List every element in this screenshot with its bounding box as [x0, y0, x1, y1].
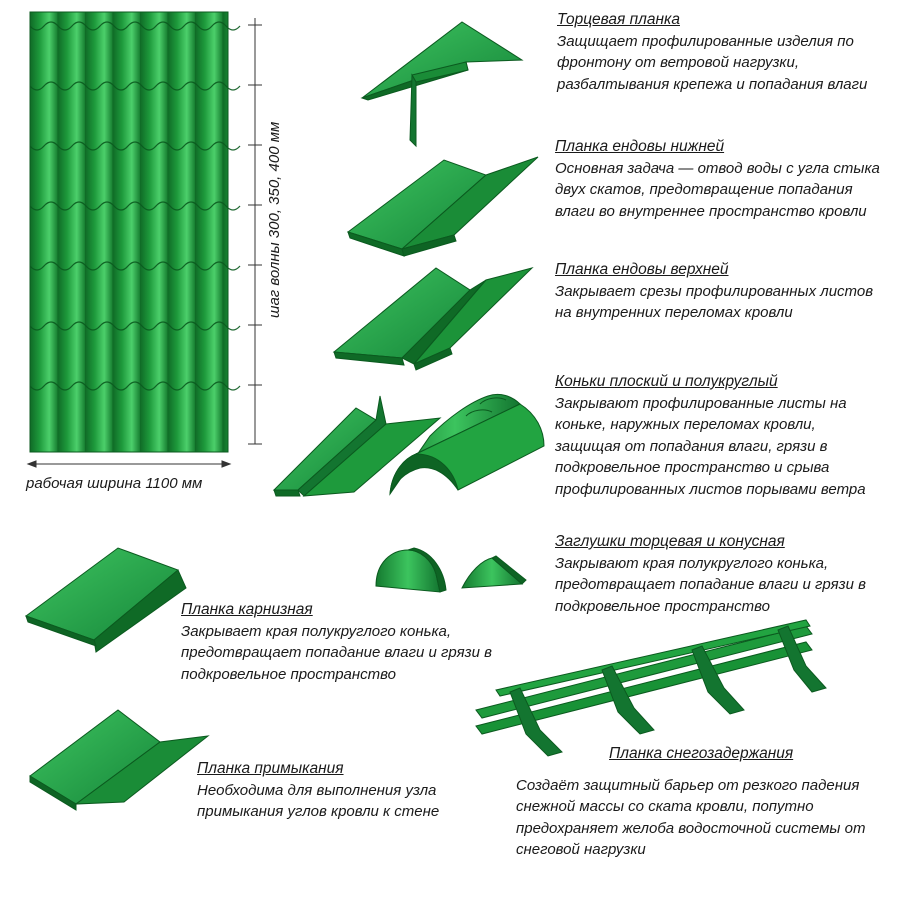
item-title: Торцевая планка [557, 11, 680, 28]
item-lower-valley-trim [555, 136, 885, 222]
item-title: Планка ендовы нижней [555, 138, 725, 155]
round-ridge-figure [390, 394, 544, 494]
item-eaves-trim [181, 599, 526, 685]
item-description: Защищает профилированные изделия по фронтону от ветровой нагрузки, разбалтывания крепежа и попадания влаги [557, 32, 868, 93]
item-description: Закрывает края полукруглого конька, предотвращает попадание влаги и грязи в подкровельное пространство [181, 622, 492, 683]
upper-valley-trim-figure [334, 268, 532, 370]
item-snow-guard [516, 743, 891, 861]
abutment-trim-figure [30, 710, 208, 810]
flat-ridge-figure [274, 396, 440, 496]
item-title: Планка примыкания [197, 760, 344, 777]
lower-valley-trim-figure [348, 157, 538, 256]
gable-trim-figure [362, 22, 522, 146]
item-title: Заглушки торцевая и конусная [555, 533, 785, 550]
item-description: Основная задача — отвод воды с угла стыка двух скатов, предотвращение попадания влаги во внутреннее пространство кровли [555, 159, 880, 220]
item-title: Планка снегозадержания [609, 745, 794, 762]
working-width-label: рабочая ширина 1100 мм [26, 475, 203, 492]
working-width-dimension [28, 461, 230, 467]
end-caps-figure [376, 548, 526, 592]
item-description: Необходима для выполнения узла примыкания углов кровли к стене [197, 781, 440, 820]
item-description: Закрывает срезы профилированных листов на внутренних переломах кровли [555, 282, 874, 321]
item-title: Планка ендовы верхней [555, 261, 729, 278]
metal-tile-sheet [30, 12, 240, 452]
item-end-caps [555, 531, 885, 617]
item-description: Закрывают края полукруглого конька, предотвращает попадание влаги и грязи в подкровельное пространство [555, 554, 866, 615]
item-description: Закрывают профилированные листы на коньке, наружных переломах кровли, защищая от попадания влаги, грязи в подкровельное пространство и срыва профилированных листов порывами ветра [555, 394, 866, 498]
item-title: Планка карнизная [181, 601, 313, 618]
item-gable-trim [557, 9, 887, 95]
item-ridges [555, 371, 885, 500]
item-abutment-trim [197, 758, 487, 823]
snow-guard-figure [476, 620, 826, 756]
item-upper-valley-trim [555, 259, 875, 324]
eaves-trim-figure [26, 548, 186, 652]
wave-step-dimension [248, 18, 262, 444]
item-description: Создаёт защитный барьер от резкого падения снежной массы со ската кровли, попутно предохраняет желоба водосточной системы от снеговой нагрузки [516, 776, 866, 858]
item-title: Коньки плоский и полукруглый [555, 373, 778, 390]
wave-step-label: шаг волны 300, 350, 400 мм [266, 121, 283, 318]
